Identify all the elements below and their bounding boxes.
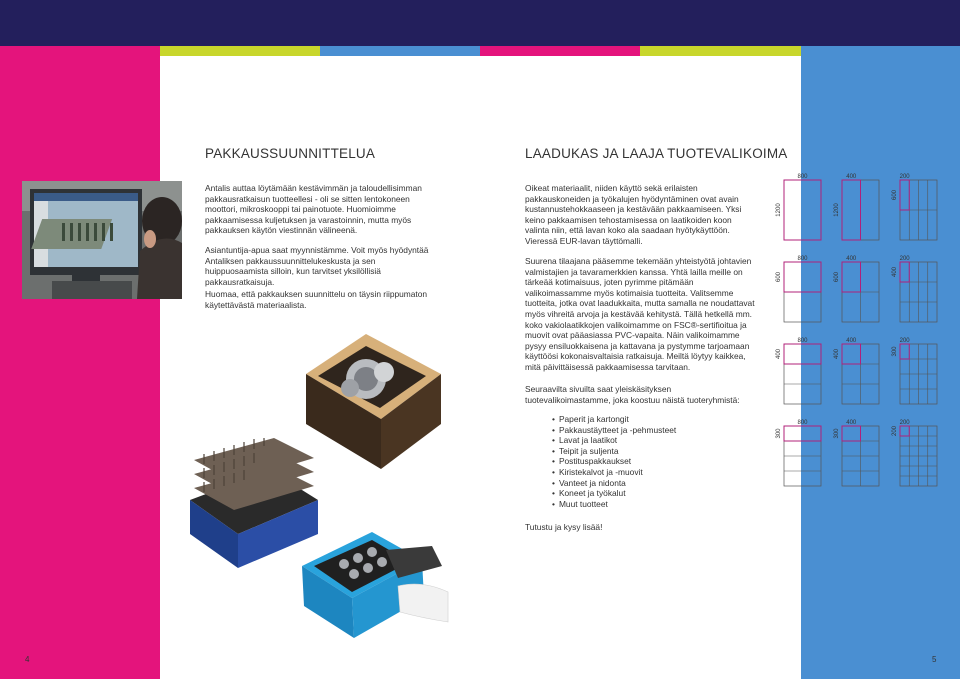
page-number-left: 4 <box>25 655 30 664</box>
highlighted-box <box>784 262 821 292</box>
highlighted-box <box>900 344 909 359</box>
closing-text: Tutustu ja kysy lisää! <box>525 522 603 532</box>
stripe-magenta <box>480 46 640 56</box>
box-width-label: 400 <box>846 174 857 180</box>
highlighted-box <box>900 426 909 436</box>
right-paragraph-2: Suurena tilaajana pääsemme tekemään yhteistyötä johtavien valmistajien ja tavaramerkkien kanssa. Yhtä lailla meille on tärkeää kotimaisuus, joten pyrimme pitämään valikoimassamme myös kotimaisia tuotteita. Valitsemme tuotteita, jotka ovat laadukkaita, mutta samalla ne noudattavat myös vihreitä arvoja ja kestävää kehitystä. Tällä hetkellä mm. koko vakiolaatikkojen valikoimamme on FSC®-sertifioitua ja muovit ovat pääasiassa PVC-vapaita. Näin valikoimamme pysyy ensiluokkaisena ja kattavana ja pystymme tarjoamaan käyttöösi kokonaisvaltaisia ratkaisuja. Meiltä löytyy kaikkea, mitä päivittäisessä pakkaamisessa tarvitaan. <box>525 256 755 372</box>
box-height-label: 200 <box>892 425 898 437</box>
stripe-lime-1 <box>160 46 320 56</box>
list-item: • Postituspakkaukset <box>552 456 676 467</box>
highlighted-box <box>842 180 861 240</box>
list-item: • Koneet ja työkalut <box>552 488 676 499</box>
box-width-label: 800 <box>797 256 808 262</box>
box-width-label: 800 <box>797 420 808 426</box>
highlighted-box <box>784 344 821 364</box>
highlighted-box <box>784 426 821 441</box>
list-item: • Kiristekalvot ja -muovit <box>552 467 676 478</box>
list-item: • Vanteet ja nidonta <box>552 478 676 489</box>
highlighted-box <box>842 426 861 441</box>
list-item: • Muut tuotteet <box>552 499 676 510</box>
box-width-label: 200 <box>899 256 910 262</box>
box-width-label: 800 <box>797 338 808 344</box>
blue-crate-with-foam-illustration <box>302 526 450 642</box>
plastic-crate-with-inserts-illustration <box>190 438 320 568</box>
box-width-label: 200 <box>899 174 910 180</box>
left-paragraph-2: Asiantuntija-apua saat myynnistämme. Voit myös hyödyntää Antaliksen pakkaussuunnittelukeskusta ja sen huippuosaamista silloin, kun tarvitset yksilöllisiä pakkausratkaisuja. <box>205 245 429 287</box>
box-width-label: 200 <box>899 420 910 426</box>
left-paragraph-3: Huomaa, että pakkauksen suunnittelu on täysin riippumaton käytettävästä materiaalista. <box>205 289 428 310</box>
page-number-right: 5 <box>932 655 937 664</box>
left-magenta-panel <box>0 46 160 679</box>
box-width-label: 200 <box>899 338 910 344</box>
stripe-blue-1 <box>320 46 480 56</box>
list-item: • Pakkaustäytteet ja -pehmusteet <box>552 425 676 436</box>
highlighted-box <box>784 180 821 240</box>
right-paragraph-1: Oikeat materiaalit, niiden käyttö sekä erilaisten pakkauskoneiden ja työkalujen hyödyntäminen ovat avain kustannustehokkaaseen ja kestävään pakkaamiseen. Yksi keino pakkaamisen tehostamisessa on laatikoiden koon valinta niin, että lavan koko ala saadaan hyötykäyttöön. Vieressä EUR-lavan täyttömalli. <box>525 183 742 246</box>
highlighted-box <box>900 180 909 210</box>
box-height-label: 300 <box>834 428 840 439</box>
box-height-label: 300 <box>776 428 782 439</box>
list-item: • Lavat ja laatikot <box>552 435 676 446</box>
box-height-label: 1200 <box>834 203 840 217</box>
product-group-list <box>552 414 676 509</box>
box-width-label: 400 <box>846 420 857 426</box>
right-page-title: LAADUKAS JA LAAJA TUOTEVALIKOIMA <box>525 146 788 161</box>
right-paragraph-3: Seuraavilta sivuilta saat yleiskäsityksen tuotevalikoimastamme, joka koostuu näistä tuoteryhmistä: <box>525 384 740 405</box>
box-width-label: 800 <box>797 174 808 180</box>
highlighted-box <box>842 262 861 292</box>
box-height-label: 1200 <box>776 203 782 217</box>
left-paragraph-1: Antalis auttaa löytämään kestävimmän ja taloudellisimman pakkausratkaisun tuotteellesi - oli se sitten lentokoneen moottori, mikroskooppi tai painotuote. Huomioimme pakkaamisessa kuljetuksen ja varastoinnin, mutta myös pakkauksen käytön viestinnän välineenä. <box>205 183 422 236</box>
pallet-outline <box>784 344 821 404</box>
box-height-label: 600 <box>776 271 782 283</box>
list-item: • Paperit ja kartongit <box>552 414 676 425</box>
designer-photo <box>22 181 182 299</box>
highlighted-box <box>842 344 861 364</box>
eur-pallet-fill-diagram <box>770 172 950 492</box>
box-width-label: 400 <box>846 256 857 262</box>
list-item: • Teipit ja suljenta <box>552 446 676 457</box>
box-height-label: 600 <box>892 189 898 201</box>
box-height-label: 400 <box>892 266 898 278</box>
pallet-outline <box>784 180 821 240</box>
box-height-label: 400 <box>776 348 782 360</box>
box-height-label: 300 <box>892 346 898 357</box>
stripe-lime-2 <box>640 46 801 56</box>
box-width-label: 400 <box>846 338 857 344</box>
left-page-title: PAKKAUSSUUNNITTELUA <box>205 146 376 161</box>
highlighted-box <box>900 262 909 282</box>
top-bar <box>0 0 960 46</box>
box-height-label: 600 <box>834 271 840 283</box>
box-height-label: 400 <box>834 348 840 360</box>
